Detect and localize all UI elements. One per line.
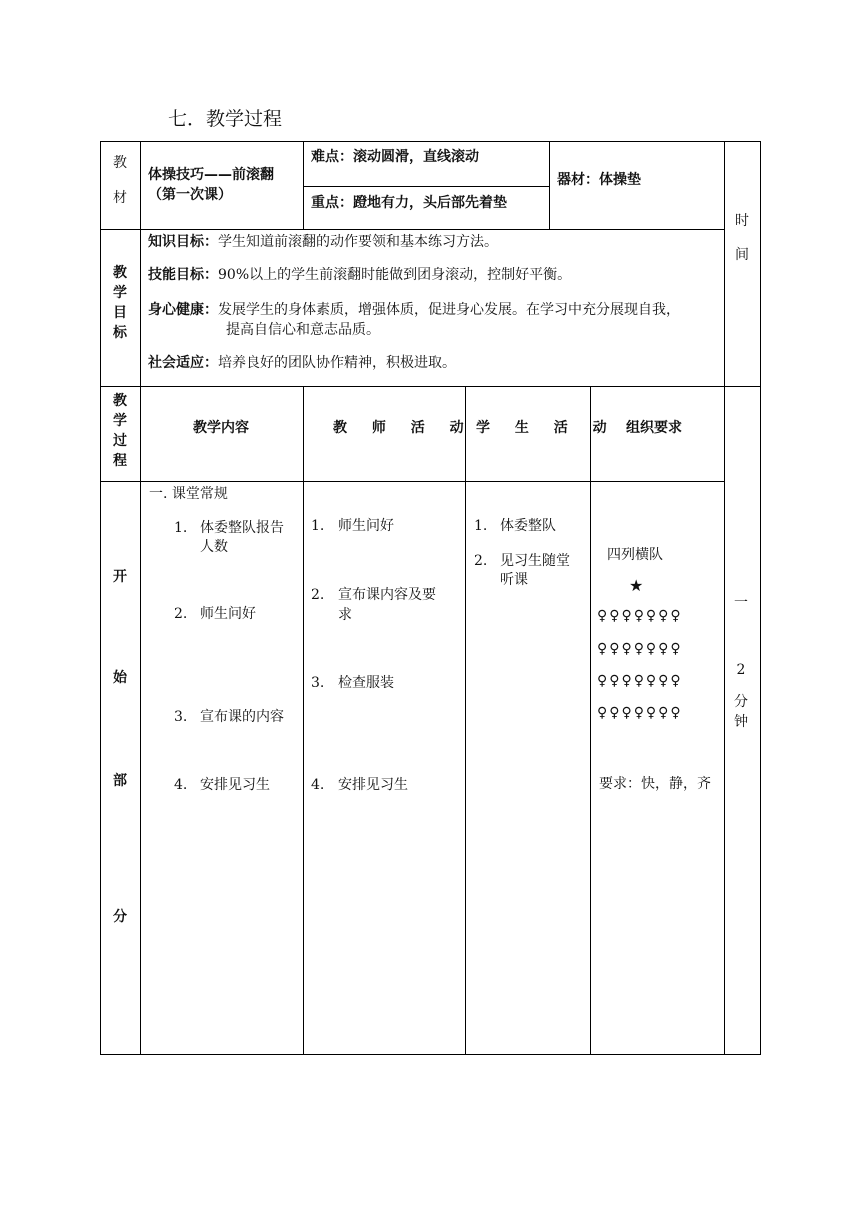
content-item-3: 宣布课的内容	[200, 709, 284, 725]
formation-requirement: 要求：快，静，齐	[599, 776, 711, 792]
process-label-char-4: 程	[113, 453, 127, 469]
teacher-item-3-num: 3.	[311, 675, 325, 691]
time-dash: 一	[734, 595, 748, 611]
student-item-1: 体委整队	[500, 518, 556, 534]
social-goal: 社会适应：培养良好的团队协作精神，积极进取。	[148, 355, 456, 371]
opening-label-char-1: 开	[113, 569, 127, 585]
col-content-header: 教学内容	[193, 420, 249, 436]
col-teacher-header: 教 师 活 动	[333, 420, 474, 436]
formation-row-1: ♀♀♀♀♀♀♀	[597, 608, 683, 624]
time-label-char-1: 时	[735, 213, 749, 229]
goals-label-char-3: 目	[113, 305, 127, 321]
teacher-item-4: 安排见习生	[338, 777, 408, 793]
content-item-4: 安排见习生	[200, 777, 270, 793]
health-goal-cont: 提高自信心和意志品质。	[226, 322, 380, 338]
formation-row-3: ♀♀♀♀♀♀♀	[597, 673, 683, 689]
content-item-1-num: 1.	[174, 520, 188, 536]
section-title: 七．教学过程	[168, 108, 283, 130]
knowledge-goal: 知识目标：学生知道前滚翻的动作要领和基本练习方法。	[148, 234, 498, 250]
student-item-2: 见习生随堂	[500, 553, 570, 569]
student-item-2-cont: 听课	[500, 572, 528, 588]
material-label-char-2: 材	[113, 190, 127, 206]
teacher-item-3: 检查服装	[338, 675, 394, 691]
time-value: 2	[736, 662, 746, 678]
skill-goal: 技能目标：90%以上的学生前滚翻时能做到团身滚动，控制好平衡。	[148, 267, 572, 283]
difficulty-text: 难点：滚动圆滑，直线滚动	[311, 149, 479, 165]
material-label-char-1: 教	[113, 155, 127, 171]
formation-title: 四列横队	[607, 547, 663, 563]
content-item-1: 体委整队报告	[200, 520, 284, 536]
content-item-2-num: 2.	[174, 606, 188, 622]
col-student-header: 学 生 活 动	[476, 420, 617, 436]
material-lesson: （第一次课）	[148, 187, 232, 203]
opening-label-char-2: 始	[113, 670, 127, 686]
teacher-item-4-num: 4.	[311, 777, 325, 793]
process-label-char-3: 过	[113, 433, 127, 449]
equipment-text: 器材：体操垫	[557, 172, 641, 188]
content-item-2: 师生问好	[200, 606, 256, 622]
content-item-1-cont: 人数	[200, 539, 228, 555]
teacher-item-1-num: 1.	[311, 518, 325, 534]
content-item-3-num: 3.	[174, 709, 188, 725]
goals-label-char-2: 学	[113, 285, 127, 301]
goals-label-char-4: 标	[113, 325, 127, 341]
time-unit: 分钟	[734, 694, 748, 730]
process-label-char-2: 学	[113, 413, 127, 429]
teacher-item-2-num: 2.	[311, 587, 325, 603]
student-item-1-num: 1.	[474, 518, 488, 534]
teacher-item-2: 宣布课内容及要	[338, 587, 436, 603]
key-point-text: 重点：蹬地有力，头后部先着垫	[311, 195, 507, 211]
teacher-item-2-cont: 求	[338, 607, 352, 623]
content-item-4-num: 4.	[174, 777, 188, 793]
opening-label-char-4: 分	[113, 909, 127, 925]
student-item-2-num: 2.	[474, 553, 488, 569]
teacher-star-icon: ★	[629, 576, 644, 595]
formation-row-2: ♀♀♀♀♀♀♀	[597, 641, 683, 657]
time-label-char-2: 间	[735, 247, 749, 263]
formation-row-4: ♀♀♀♀♀♀♀	[597, 705, 683, 721]
material-name: 体操技巧——前滚翻	[148, 167, 274, 183]
opening-label-char-3: 部	[113, 773, 127, 789]
health-goal: 身心健康：发展学生的身体素质，增强体质，促进身心发展。在学习中充分展现自我，	[148, 302, 680, 318]
goals-label-char-1: 教	[113, 265, 127, 281]
content-heading: 一. 课堂常规	[149, 486, 228, 502]
teacher-item-1: 师生问好	[338, 518, 394, 534]
col-org-header: 组织要求	[626, 420, 682, 436]
process-label-char-1: 教	[113, 393, 127, 409]
